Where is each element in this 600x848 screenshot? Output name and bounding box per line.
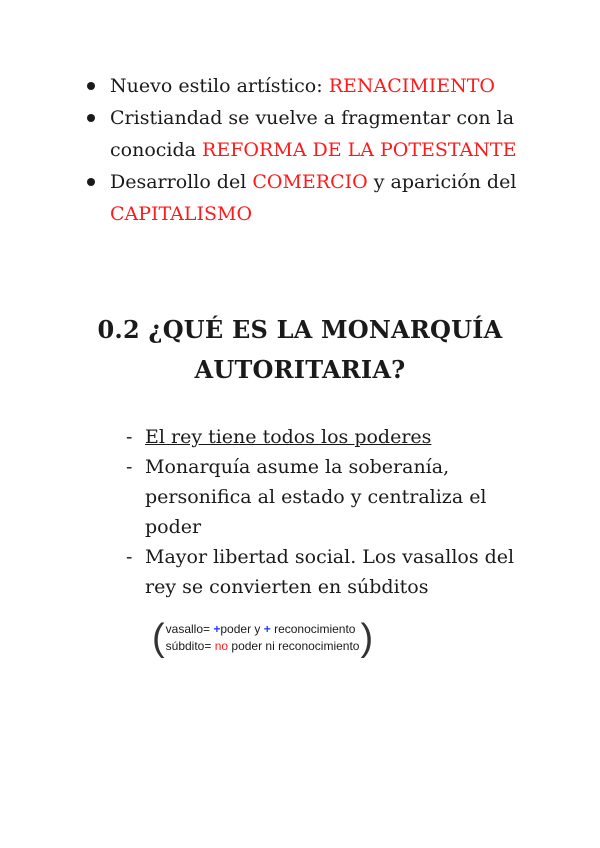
- dash-icon: -: [126, 456, 133, 478]
- list-item: [84, 102, 564, 166]
- point-text: Mayor libertad social. Los vasallos del rey se convierten en súbditos: [145, 546, 515, 598]
- bullet-dot-icon: [87, 178, 95, 186]
- note-text: poder ni reconocimiento: [228, 639, 360, 653]
- list-item: [124, 542, 524, 602]
- section-number: 0.2: [97, 315, 140, 344]
- section-title: ¿QUÉ ES LA MONARQUÍA AUTORITARIA?: [148, 315, 503, 384]
- plus-symbol: +: [263, 622, 271, 636]
- highlight-text: RENACIMIENTO: [328, 75, 495, 97]
- point-text: Monarquía asume la soberanía, personifica al estado y centraliza el poder: [145, 456, 487, 538]
- note-line-vasallo: [166, 621, 360, 638]
- bullet-text: y aparición del: [367, 171, 517, 193]
- note-text: poder y: [220, 622, 264, 636]
- bullet-text: Nuevo estilo artístico:: [110, 75, 329, 97]
- bullet-text: Cristiandad se vuelve a fragmentar con la conocida: [110, 107, 515, 161]
- dash-icon: -: [126, 426, 133, 448]
- highlight-text: COMERCIO: [252, 171, 368, 193]
- list-item: [124, 422, 524, 452]
- no-word: no: [214, 639, 229, 653]
- handwritten-note: [152, 618, 373, 658]
- list-item: [84, 166, 564, 230]
- dash-list: [124, 422, 524, 602]
- bullet-dot-icon: [87, 114, 95, 122]
- section-heading: [90, 310, 510, 390]
- list-item: [84, 70, 564, 102]
- point-text: El rey tiene todos los poderes: [145, 426, 432, 448]
- open-paren: (: [152, 617, 165, 659]
- note-text: vasallo=: [165, 622, 214, 636]
- bullet-text: Desarrollo del: [110, 171, 253, 193]
- plus-symbol: +: [213, 622, 221, 636]
- close-paren: ): [360, 617, 374, 659]
- dash-icon: -: [126, 546, 133, 568]
- note-lines: [165, 621, 361, 655]
- highlight-text: CAPITALISMO: [110, 203, 253, 225]
- bullet-list: [84, 70, 564, 230]
- note-text: reconocimiento: [270, 622, 356, 636]
- bullet-dot-icon: [87, 82, 95, 90]
- highlight-text: REFORMA DE LA POTESTANTE: [202, 139, 517, 161]
- note-text: súbdito=: [165, 639, 215, 653]
- list-item: [124, 452, 524, 542]
- note-line-subdito: [166, 638, 360, 655]
